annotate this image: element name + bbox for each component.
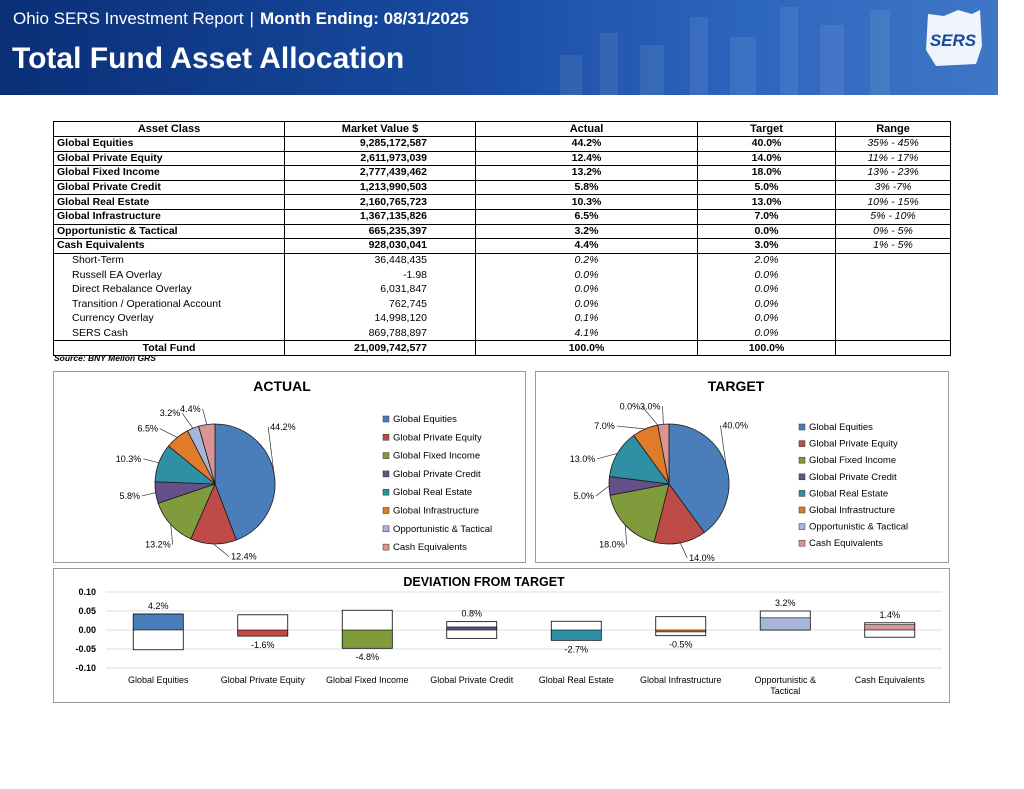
market-value-cell: 1,367,135,826: [285, 209, 476, 224]
range-cell: [836, 312, 951, 327]
data-label: 4.4%: [180, 404, 201, 415]
leader-line: [663, 406, 664, 424]
month-ending: Month Ending: 08/31/2025: [259, 9, 469, 28]
data-label: 5.8%: [119, 490, 140, 501]
legend-swatch: [383, 489, 389, 495]
target-cell: 0.0%: [698, 224, 836, 239]
legend-item: Cash Equivalents: [809, 538, 883, 550]
target-cell: 100.0%: [698, 341, 836, 356]
legend-item: Opportunistic & Tactical: [393, 523, 493, 535]
leader-line: [617, 426, 645, 429]
data-label: 14.0%: [689, 552, 715, 562]
asset-class-cell: Transition / Operational Account: [54, 297, 285, 312]
target-cell: 14.0%: [698, 151, 836, 166]
market-value-cell: 21,009,742,577: [285, 341, 476, 356]
target-cell: 0.0%: [698, 297, 836, 312]
report-banner: [0, 0, 998, 95]
range-cell: 3% -7%: [836, 180, 951, 195]
range-cell: [836, 282, 951, 297]
target-cell: 0.0%: [698, 312, 836, 327]
market-value-cell: 36,448,435: [285, 253, 476, 268]
table-row: [54, 180, 951, 195]
leader-line: [143, 459, 159, 463]
table-row: [54, 312, 951, 327]
allocation-table: [53, 121, 951, 356]
actual-cell: 0.2%: [476, 253, 698, 268]
table-row: [54, 253, 951, 268]
actual-cell: 4.1%: [476, 326, 698, 341]
target-cell: 0.0%: [698, 282, 836, 297]
data-label: -2.7%: [564, 644, 589, 655]
leader-line: [680, 543, 687, 558]
range-cell: 10% - 15%: [836, 195, 951, 210]
legend-item: Global Infrastructure: [393, 505, 480, 517]
data-label: 3.0%: [640, 401, 661, 412]
sers-logo: [922, 6, 986, 68]
x-tick-label: Global Private Credit: [430, 675, 514, 685]
data-label: 3.2%: [159, 408, 181, 419]
actual-cell: 12.4%: [476, 151, 698, 166]
table-total-row: [54, 341, 951, 356]
legend-item: Global Real Estate: [393, 487, 473, 499]
range-cell: 35% - 45%: [836, 137, 951, 152]
data-label: 1.4%: [879, 609, 901, 620]
x-tick-label: Cash Equivalents: [854, 675, 925, 685]
target-cell: 0.0%: [698, 268, 836, 283]
range-cell: [836, 326, 951, 341]
table-row: [54, 282, 951, 297]
legend-item: Global Infrastructure: [809, 505, 896, 516]
table-row: [54, 151, 951, 166]
market-value-cell: 869,788,897: [285, 326, 476, 341]
data-label: -1.6%: [250, 640, 275, 651]
deviation-bar: [238, 630, 288, 636]
deviation-bar: [133, 614, 183, 630]
data-label: -0.5%: [668, 639, 693, 650]
target-cell: 0.0%: [698, 326, 836, 341]
source-note: Source: BNY Mellon GRS: [54, 353, 156, 363]
data-label: 13.2%: [145, 539, 171, 550]
table-row: [54, 224, 951, 239]
data-label: 13.0%: [569, 453, 596, 464]
deviation-bar-chart: [54, 569, 949, 702]
legend-swatch: [383, 434, 389, 440]
range-cell: 5% - 10%: [836, 209, 951, 224]
deviation-bar: [551, 630, 601, 640]
chart-title: ACTUAL: [253, 378, 311, 394]
range-cell: [836, 341, 951, 356]
y-tick-label: 0.00: [78, 625, 96, 635]
asset-class-cell: Direct Rebalance Overlay: [54, 282, 285, 297]
market-value-cell: 14,998,120: [285, 312, 476, 327]
title-separator: |: [249, 9, 254, 28]
actual-chart-panel: [53, 371, 526, 563]
y-tick-label: -0.05: [75, 644, 96, 654]
actual-cell: 3.2%: [476, 224, 698, 239]
range-cell: 1% - 5%: [836, 239, 951, 254]
deviation-chart-panel: [53, 568, 950, 703]
deviation-bar: [760, 618, 810, 630]
leader-line: [596, 486, 609, 496]
legend-swatch: [383, 508, 389, 514]
logo-text: SERS: [929, 31, 977, 50]
data-label: 3.2%: [774, 598, 796, 608]
legend-item: Global Fixed Income: [809, 455, 897, 467]
target-pie-chart: [536, 372, 948, 562]
leader-line: [160, 429, 177, 438]
header-asset-class: Asset Class: [54, 122, 285, 137]
market-value-cell: 2,160,765,723: [285, 195, 476, 210]
asset-class-cell: Global Private Credit: [54, 180, 285, 195]
legend-swatch: [799, 441, 805, 447]
leader-line: [142, 493, 156, 496]
y-tick-label: 0.10: [78, 587, 96, 597]
data-label: -4.8%: [355, 652, 380, 663]
target-cell: 40.0%: [698, 137, 836, 152]
data-label: 0.8%: [461, 608, 483, 619]
leader-line: [213, 544, 229, 557]
target-cell: 2.0%: [698, 253, 836, 268]
range-cell: [836, 268, 951, 283]
legend-swatch: [799, 457, 805, 463]
table-row: [54, 297, 951, 312]
leader-line: [625, 525, 626, 545]
table-row: [54, 195, 951, 210]
market-value-cell: 6,031,847: [285, 282, 476, 297]
y-tick-label: -0.10: [75, 663, 96, 673]
actual-cell: 10.3%: [476, 195, 698, 210]
chart-title: TARGET: [707, 378, 765, 394]
range-cell: [836, 297, 951, 312]
actual-cell: 44.2%: [476, 137, 698, 152]
target-cell: 5.0%: [698, 180, 836, 195]
actual-pie-chart: [54, 372, 525, 562]
data-label: 4.2%: [147, 601, 169, 612]
deviation-bar: [342, 630, 392, 648]
asset-class-cell: Global Infrastructure: [54, 209, 285, 224]
legend-swatch: [383, 471, 389, 477]
legend-swatch: [799, 540, 805, 546]
legend-item: Global Equities: [809, 422, 873, 433]
asset-class-cell: Short-Term: [54, 253, 285, 268]
legend-item: Global Private Equity: [809, 438, 898, 450]
x-tick-label: Global Private Equity: [220, 675, 305, 685]
table-row: [54, 268, 951, 283]
legend-item: Global Fixed Income: [393, 450, 481, 462]
range-cell: 0% - 5%: [836, 224, 951, 239]
deviation-bar: [865, 625, 915, 630]
legend-item: Global Equities: [393, 414, 457, 425]
data-label: 7.0%: [594, 421, 615, 432]
market-value-cell: -1.98: [285, 268, 476, 283]
x-tick-label: Global Infrastructure: [639, 675, 722, 685]
asset-class-cell: Global Real Estate: [54, 195, 285, 210]
table-row: [54, 209, 951, 224]
asset-class-cell: Total Fund: [54, 341, 285, 356]
leader-line: [182, 413, 193, 428]
data-label: 40.0%: [722, 420, 748, 431]
target-chart-panel: [535, 371, 949, 563]
legend-swatch: [799, 507, 805, 513]
deviation-bar: [447, 627, 497, 630]
legend-item: Global Private Credit: [809, 471, 897, 483]
market-value-cell: 928,030,041: [285, 239, 476, 254]
market-value-cell: 1,213,990,503: [285, 180, 476, 195]
legend-swatch: [799, 524, 805, 530]
market-value-cell: 2,777,439,462: [285, 166, 476, 181]
market-value-cell: 762,745: [285, 297, 476, 312]
legend-item: Opportunistic & Tactical: [809, 521, 909, 533]
x-tick-label: Global Real Estate: [538, 675, 614, 685]
table-row: [54, 239, 951, 254]
legend-item: Cash Equivalents: [393, 542, 467, 554]
actual-cell: 0.0%: [476, 282, 698, 297]
range-box: [656, 617, 706, 636]
legend-swatch: [799, 474, 805, 480]
market-value-cell: 665,235,397: [285, 224, 476, 239]
table-row: [54, 137, 951, 152]
range-cell: 13% - 23%: [836, 166, 951, 181]
actual-cell: 0.0%: [476, 268, 698, 283]
y-tick-label: 0.05: [78, 606, 96, 616]
asset-class-cell: Global Private Equity: [54, 151, 285, 166]
legend-item: Global Private Equity: [393, 432, 482, 444]
report-title: Ohio SERS Investment Report: [13, 9, 244, 28]
legend-item: Global Real Estate: [809, 488, 889, 500]
x-tick-label: Opportunistic &: [754, 675, 817, 685]
legend-swatch: [383, 544, 389, 550]
header-market-value: Market Value $: [285, 122, 476, 137]
target-cell: 3.0%: [698, 239, 836, 254]
data-label: 5.0%: [573, 490, 594, 501]
header-range: Range: [836, 122, 951, 137]
asset-class-cell: Opportunistic & Tactical: [54, 224, 285, 239]
report-subtitle: [13, 9, 469, 29]
actual-cell: 6.5%: [476, 209, 698, 224]
data-label: 10.3%: [115, 453, 142, 464]
range-cell: 11% - 17%: [836, 151, 951, 166]
target-cell: 18.0%: [698, 166, 836, 181]
legend-swatch: [383, 416, 389, 422]
legend-swatch: [799, 490, 805, 496]
legend-swatch: [383, 526, 389, 532]
actual-cell: 13.2%: [476, 166, 698, 181]
range-cell: [836, 253, 951, 268]
x-tick-label: Global Equities: [127, 675, 189, 685]
asset-class-cell: Russell EA Overlay: [54, 268, 285, 283]
asset-class-cell: Currency Overlay: [54, 312, 285, 327]
table-row: [54, 166, 951, 181]
x-tick-label: Global Fixed Income: [325, 675, 409, 685]
data-label: 18.0%: [599, 539, 625, 550]
legend-item: Global Private Credit: [393, 468, 481, 480]
leader-line: [203, 409, 207, 425]
data-label: 0.0%: [619, 401, 641, 412]
target-cell: 13.0%: [698, 195, 836, 210]
legend-swatch: [383, 453, 389, 459]
header-actual: Actual: [476, 122, 698, 137]
asset-class-cell: SERS Cash: [54, 326, 285, 341]
asset-class-cell: Global Fixed Income: [54, 166, 285, 181]
actual-cell: 0.1%: [476, 312, 698, 327]
page-title: Total Fund Asset Allocation: [12, 42, 405, 75]
data-label: 44.2%: [270, 421, 296, 432]
x-tick-label: Tactical: [770, 686, 801, 696]
actual-cell: 0.0%: [476, 297, 698, 312]
table-row: [54, 326, 951, 341]
data-label: 6.5%: [137, 423, 158, 434]
header-target: Target: [698, 122, 836, 137]
legend-swatch: [799, 424, 805, 430]
market-value-cell: 2,611,973,039: [285, 151, 476, 166]
actual-cell: 4.4%: [476, 239, 698, 254]
target-cell: 7.0%: [698, 209, 836, 224]
leader-line: [171, 525, 173, 545]
chart-title: DEVIATION FROM TARGET: [403, 575, 565, 589]
actual-cell: 5.8%: [476, 180, 698, 195]
asset-class-cell: Global Equities: [54, 137, 285, 152]
table-header-row: [54, 122, 951, 137]
actual-cell: 100.0%: [476, 341, 698, 356]
asset-class-cell: Cash Equivalents: [54, 239, 285, 254]
data-label: 12.4%: [231, 551, 257, 562]
deviation-bar: [656, 630, 706, 632]
table-body: [54, 137, 951, 356]
market-value-cell: 9,285,172,587: [285, 137, 476, 152]
